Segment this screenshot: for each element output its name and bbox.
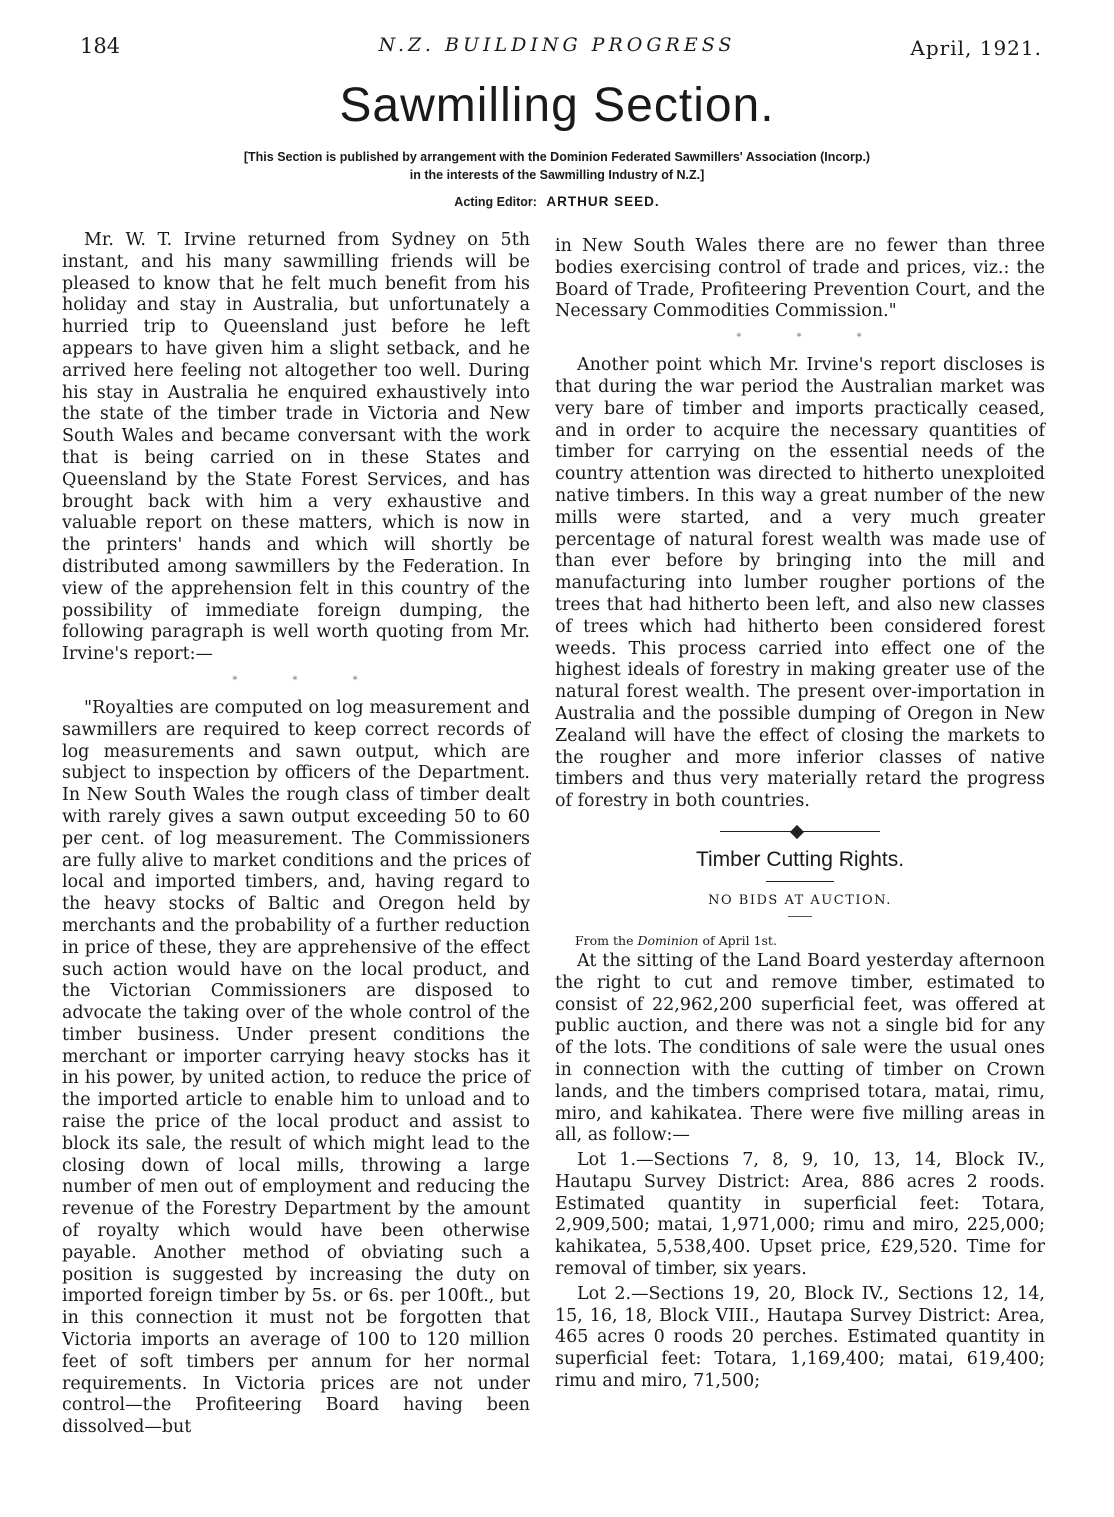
article-subheading: NO BIDS AT AUCTION. bbox=[708, 892, 892, 908]
editor-name: ARTHUR SEED. bbox=[546, 194, 660, 209]
article-heading: Timber Cutting Rights. bbox=[695, 847, 905, 871]
section-note-line-1: [This Section is published by arrangement with the Dominion Federated Sawmillers' Association (Incorp.) bbox=[243, 150, 871, 164]
page-header bbox=[0, 30, 1114, 64]
section-break-stars: * * * bbox=[232, 674, 384, 686]
source-publication: Dominion bbox=[637, 932, 699, 948]
acting-editor bbox=[0, 194, 1114, 209]
source-suffix: of April 1st. bbox=[698, 932, 777, 948]
section-note bbox=[140, 148, 974, 184]
article-source bbox=[575, 933, 1045, 949]
left-column bbox=[62, 230, 530, 1439]
royalties-quote-paragraph: "Royalties are computed on log measurement and sawmillers are required to keep correct records of log measurements and sawn output, which are subject to inspection by officers of the Department. In New South Wales the rough class of timber dealt with rarely gives a sawn output exceeding 50 to 60 per cent. of log measurement. The Commissioners are fully alive to market conditions and the prices of local and imported timbers, and, having regard to the heavy stocks of Baltic and Oregon held by merchants and the probability of a further reduction in price of these, they are apprehensive of the effect such action would have on the local product, and the Victorian Commissioners are disposed to advocate the taking over of the whole control of the timber business. Under present conditions the merchant or importer carrying heavy stocks has it in his power, by united action, to reduce the price of the imported article to enable him to unload and to raise the price of the local product and assist to block its sale, the result of which might lead to the closing down of local mills, throwing a large number of men out of employment and reducing the revenue of the Forestry Department by the amount of royalty which would have been otherwise payable. Another method of obviating such a position is suggested by increasing the duty on imported foreign timber by 5s. or 6s. per 100ft., but in this connection it must not be forgotten that Victoria imports an average of 100 to 120 million feet of soft timbers per annum for her normal requirements. In Victoria prices are not under control—the Profiteering Board having been dissolved—but bbox=[62, 697, 530, 1438]
land-board-paragraph: At the sitting of the Land Board yesterday afternoon the right to cut and remove timber, estimated to consist of 22,962,200 superficial feet, was offered at public auction, and there was not a single bid for any of the lots. The conditions of sale were the usual ones in connection with the cutting of timber on Crown lands, and the timbers comprised totara, matai, rimu, miro, and kahikatea. There were five milling areas in all, as follow:— bbox=[555, 950, 1045, 1146]
issue-date: April, 1921. bbox=[910, 36, 1042, 60]
editor-label: Acting Editor: bbox=[454, 195, 537, 209]
war-period-paragraph: Another point which Mr. Irvine's report discloses is that during the war period the Australian market was very bare of timber and imports practically ceased, and in order to acquire the necessary quantities of timber for carrying on the essential needs of the country attention was directed to hitherto unexploited native timbers. In this way a great number of the new mills were started, and a very much greater percentage of natural forest wealth was made use of than ever before by bringing into the mill and manufacturing into lumber rougher portions of the trees that had hitherto been left, and also new classes of trees which had hitherto been considered forest weeds. This process carried into effect one of the highest ideals of forestry in making greater use of the natural forest wealth. The present over-importation in Australia and the possible dumping of Oregon in New Zealand will have the effect of closing the markets to the rougher and more inferior classes of native timbers and thus very materially retard the progress of forestry in both countries. bbox=[555, 355, 1045, 812]
section-break-stars: * * * bbox=[736, 332, 888, 344]
diamond-ornament-icon bbox=[790, 825, 804, 839]
section-note-line-2: in the interests of the Sawmilling Industry of N.Z.] bbox=[409, 168, 705, 182]
lot-1-paragraph: Lot 1.—Sections 7, 8, 9, 10, 13, 14, Block IV., Hautapu Survey District: Area, 886 acres 2 roods. Estimated quantity in superficial feet: Totara, 2,909,500; matai, 1,971,000; rimu and miro, 225,000; kahikatea, 5,538,400. Upset price, £29,520. Time for removal of timber, six years. bbox=[555, 1150, 1045, 1280]
section-title: Sawmilling Section. bbox=[339, 79, 775, 132]
lot-2-paragraph: Lot 2.—Sections 19, 20, Block IV., Sections 12, 14, 15, 16, 18, Block VIII., Hautapa Survey District: Area, 465 acres 0 roods 20 perches. Estimated quantity in superficial feet: Totara, 1,169,400; matai, 619,400; rimu and miro, 71,500; bbox=[555, 1283, 1045, 1392]
page-number: 184 bbox=[80, 34, 121, 58]
heading-underline bbox=[766, 881, 834, 882]
irvine-return-paragraph: Mr. W. T. Irvine returned from Sydney on 5th instant, and his many sawmilling friends will be pleased to know that he felt much benefit from his holiday and stay in Australia, but unfortunately a hurried trip to Queensland just before he left appears to have given him a slight setback, and he arrived here feeling not altogether too well. During his stay in Australia he enquired exhaustively into the state of the timber trade in Victoria and New South Wales and became conversant with the work that is being carried on in these States and Queensland by the State Forest Services, and has brought back with him a very exhaustive and valuable report on these matters, which is now in the printers' hands and which will shortly be distributed among sawmillers by the Federation. In view of the apprehension felt in this country of the possibility of immediate foreign dumping, the following paragraph is well worth quoting from Mr. Irvine's report:— bbox=[62, 230, 530, 665]
ornamental-rule bbox=[720, 827, 880, 837]
running-title: N.Z. BUILDING PROGRESS bbox=[378, 34, 736, 56]
quote-continuation-paragraph: in New South Wales there are no fewer than three bodies exercising control of trade and prices, viz.: the Board of Trade, Profiteering Prevention Court, and the Necessary Commodities Commission." bbox=[555, 236, 1045, 322]
source-prefix: From the bbox=[575, 932, 638, 948]
subheading-rule bbox=[788, 916, 812, 917]
right-column bbox=[555, 236, 1045, 1393]
